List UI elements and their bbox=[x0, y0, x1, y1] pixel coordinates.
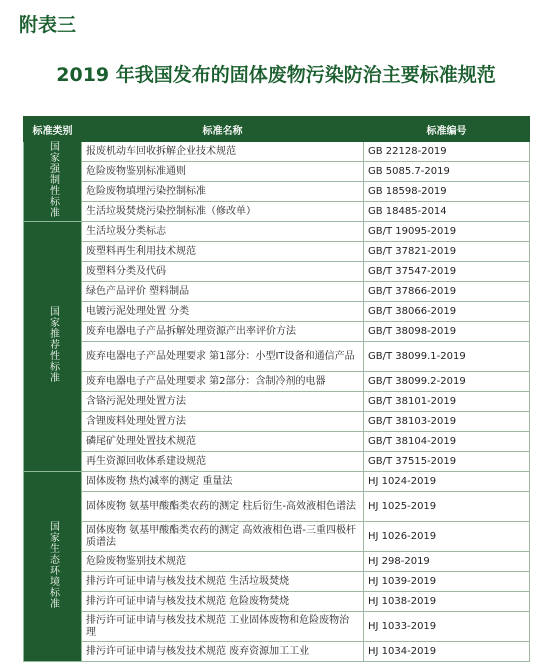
table-row bbox=[24, 432, 530, 452]
standard-code: GB/T 37821-2019 bbox=[364, 242, 530, 262]
table-row bbox=[24, 302, 530, 322]
category-label: 国家生态环境标准 bbox=[47, 520, 59, 609]
standard-code: GB/T 37515-2019 bbox=[364, 452, 530, 472]
appendix-label: 附表三 bbox=[19, 14, 77, 36]
table-body bbox=[24, 142, 530, 662]
header-name: 标准名称 bbox=[82, 117, 364, 142]
standard-code: GB/T 38104-2019 bbox=[364, 432, 530, 452]
standard-code: GB/T 38099.1-2019 bbox=[364, 342, 530, 372]
table-row bbox=[24, 592, 530, 612]
standard-code: GB/T 37866-2019 bbox=[364, 282, 530, 302]
standard-code: HJ 1038-2019 bbox=[364, 592, 530, 612]
standard-name: 含锂废料处理处置方法 bbox=[82, 412, 364, 432]
header-category: 标准类别 bbox=[24, 117, 82, 142]
table-row bbox=[24, 572, 530, 592]
standard-name: 电镀污泥处理处置 分类 bbox=[82, 302, 364, 322]
standard-code: GB/T 38098-2019 bbox=[364, 322, 530, 342]
table-row bbox=[24, 322, 530, 342]
table-row bbox=[24, 282, 530, 302]
standard-name: 废弃电器电子产品处理要求 第2部分：含制冷剂的电器 bbox=[82, 372, 364, 392]
standard-name: 废塑料分类及代码 bbox=[82, 262, 364, 282]
standard-code: GB/T 38099.2-2019 bbox=[364, 372, 530, 392]
standard-code: HJ 298-2019 bbox=[364, 552, 530, 572]
page-title: 2019 年我国发布的固体废物污染防治主要标准规范 bbox=[56, 64, 496, 86]
standard-name: 排污许可证申请与核发技术规范 生活垃圾焚烧 bbox=[82, 572, 364, 592]
standard-code: HJ 1039-2019 bbox=[364, 572, 530, 592]
header-code: 标准编号 bbox=[364, 117, 530, 142]
standard-name: 绿色产品评价 塑料制品 bbox=[82, 282, 364, 302]
table-row bbox=[24, 372, 530, 392]
table-row bbox=[24, 202, 530, 222]
standard-code: GB/T 38103-2019 bbox=[364, 412, 530, 432]
standard-name: 磷尾矿处理处置技术规范 bbox=[82, 432, 364, 452]
standard-name: 生活垃圾分类标志 bbox=[82, 222, 364, 242]
standard-code: GB/T 19095-2019 bbox=[364, 222, 530, 242]
standard-name: 固体废物 热灼减率的测定 重量法 bbox=[82, 472, 364, 492]
table-row bbox=[24, 342, 530, 372]
standard-name: 排污许可证申请与核发技术规范 废弃资源加工工业 bbox=[82, 642, 364, 662]
standard-name: 固体废物 氨基甲酸酯类农药的测定 高效液相色谱-三重四极杆质谱法 bbox=[82, 522, 364, 552]
standard-code: HJ 1025-2019 bbox=[364, 492, 530, 522]
category-cell bbox=[24, 142, 82, 222]
standard-name: 固体废物 氨基甲酸酯类农药的测定 柱后衍生-高效液相色谱法 bbox=[82, 492, 364, 522]
standard-code: HJ 1026-2019 bbox=[364, 522, 530, 552]
standard-code: GB/T 38066-2019 bbox=[364, 302, 530, 322]
table-header-row bbox=[24, 117, 530, 142]
table-row bbox=[24, 182, 530, 202]
table-row bbox=[24, 222, 530, 242]
table-row bbox=[24, 472, 530, 492]
standard-code: GB/T 37547-2019 bbox=[364, 262, 530, 282]
table-row bbox=[24, 642, 530, 662]
category-cell bbox=[24, 222, 82, 472]
standard-name: 废弃电器电子产品拆解处理资源产出率评价方法 bbox=[82, 322, 364, 342]
table-row bbox=[24, 522, 530, 552]
standard-name: 排污许可证申请与核发技术规范 危险废物焚烧 bbox=[82, 592, 364, 612]
standard-name: 生活垃圾焚烧污染控制标准（修改单） bbox=[82, 202, 364, 222]
standard-name: 废弃电器电子产品处理要求 第1部分：小型IT设备和通信产品 bbox=[82, 342, 364, 372]
standard-code: HJ 1034-2019 bbox=[364, 642, 530, 662]
standard-name: 废塑料再生利用技术规范 bbox=[82, 242, 364, 262]
standard-code: GB 22128-2019 bbox=[364, 142, 530, 162]
table-row bbox=[24, 392, 530, 412]
table-row bbox=[24, 162, 530, 182]
category-label: 国家强制性标准 bbox=[47, 141, 59, 218]
table-row bbox=[24, 492, 530, 522]
standard-name: 危险废物鉴别技术规范 bbox=[82, 552, 364, 572]
standard-code: GB/T 38101-2019 bbox=[364, 392, 530, 412]
standard-name: 含铬污泥处理处置方法 bbox=[82, 392, 364, 412]
standard-code: GB 18485-2014 bbox=[364, 202, 530, 222]
table-row bbox=[24, 612, 530, 642]
category-cell bbox=[24, 472, 82, 662]
standard-name: 报废机动车回收拆解企业技术规范 bbox=[82, 142, 364, 162]
category-label: 国家推荐性标准 bbox=[47, 306, 59, 383]
table-row bbox=[24, 452, 530, 472]
standard-code: HJ 1033-2019 bbox=[364, 612, 530, 642]
table-row bbox=[24, 262, 530, 282]
standard-code: HJ 1024-2019 bbox=[364, 472, 530, 492]
standard-name: 危险废物填埋污染控制标准 bbox=[82, 182, 364, 202]
standard-code: GB 5085.7-2019 bbox=[364, 162, 530, 182]
table-row bbox=[24, 552, 530, 572]
standards-table bbox=[23, 116, 530, 662]
standard-name: 再生资源回收体系建设规范 bbox=[82, 452, 364, 472]
table-row bbox=[24, 142, 530, 162]
table-row bbox=[24, 412, 530, 432]
table-row bbox=[24, 242, 530, 262]
standard-code: GB 18598-2019 bbox=[364, 182, 530, 202]
standard-name: 危险废物鉴别标准通则 bbox=[82, 162, 364, 182]
standard-name: 排污许可证申请与核发技术规范 工业固体废物和危险废物治理 bbox=[82, 612, 364, 642]
